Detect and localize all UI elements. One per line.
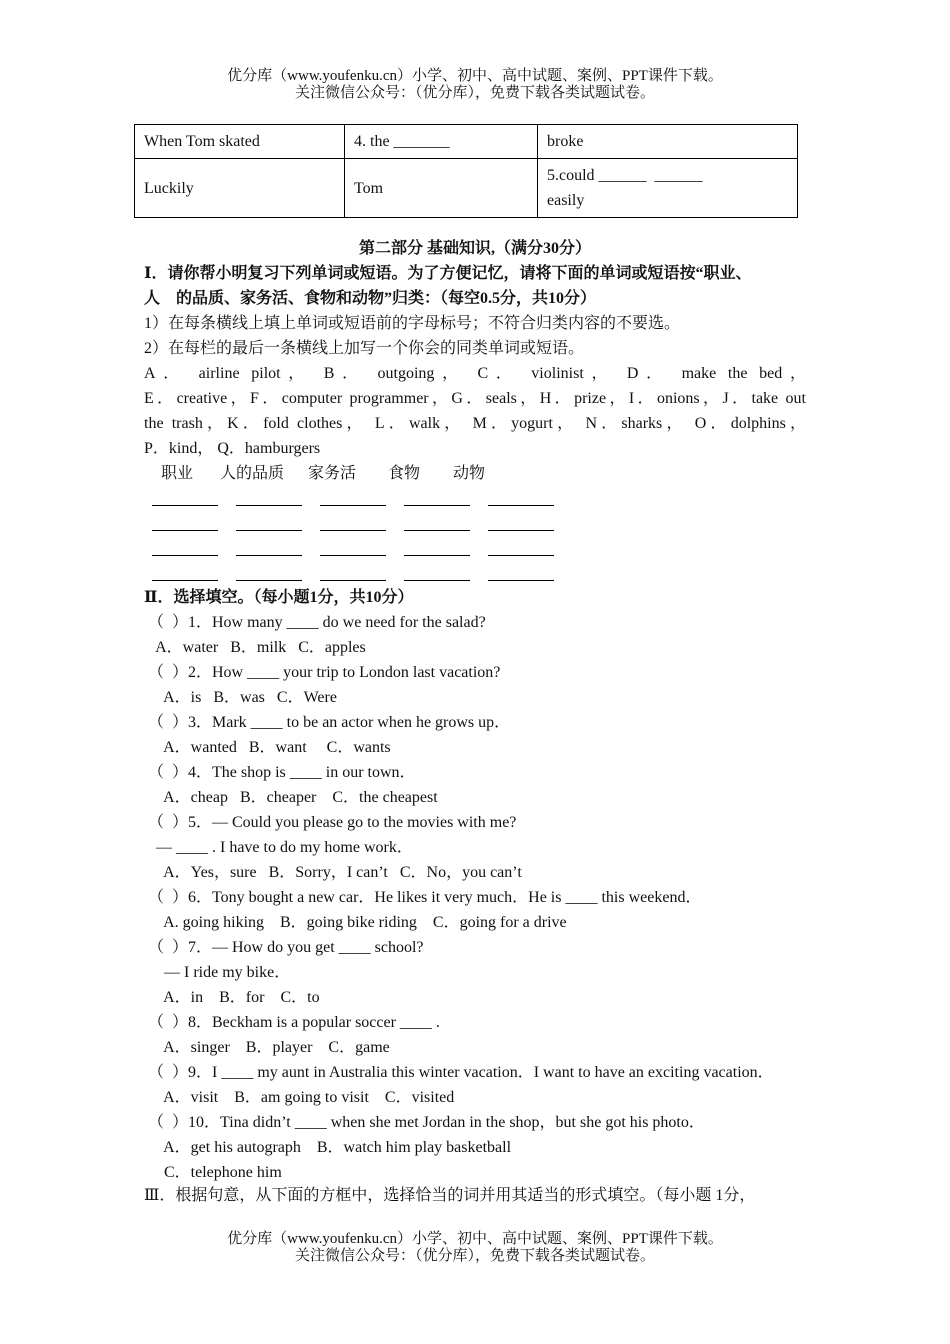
question-line: A．wanted B．want C．wants (148, 739, 391, 756)
top-table (134, 124, 798, 218)
section2-title: Ⅱ．选择填空。（每小题1分，共10分） (144, 589, 414, 606)
question-line: A．singer B．player C．game (148, 1039, 390, 1056)
answer-blank-line (488, 579, 554, 581)
table-cell: 4. the _______ (345, 125, 538, 159)
section3-title: Ⅲ．根据句意，从下面的方框中，选择恰当的词并用其适当的形式填空。（每小题 1分， (144, 1187, 756, 1204)
question-line: （ ）9．I ____ my aunt in Australia this winter vacation．I want to have an exciting vacation． (148, 1064, 774, 1081)
word-list-line-2: E．creative，F．computer programmer，G．seals，H．prize，I．onions，J．take out (144, 390, 806, 407)
cell-line: easily (547, 192, 585, 209)
answer-blank-line (236, 579, 302, 581)
question-line: A．visit B．am going to visit C．visited (148, 1089, 455, 1106)
footer-line-1: 优分库（www.youfenku.cn）小学、初中、高中试题、案例、PPT课件下载。 (227, 1231, 723, 1247)
question-line: （ ）5．— Could you please go to the movies with me? (148, 814, 517, 831)
question-line: A．water B．milk C．apples (148, 639, 366, 656)
question-line: — ____ . I have to do my home work． (148, 839, 413, 856)
question-line: A. going hiking B．going bike riding C．going for a drive (148, 914, 567, 931)
question-line: A．in B．for C．to (148, 989, 320, 1006)
section1-instruction-1: 1）在每条横线上填上单词或短语前的字母标号；不符合归类内容的不要选。 (144, 315, 681, 332)
table-cell (538, 159, 798, 218)
answer-blank-line (152, 579, 218, 581)
question-line: A．is B．was C．Were (148, 689, 337, 706)
word-list-line-1: A． airline pilot， B． outgoing， C． violinist， D． make the bed， (144, 365, 806, 382)
question-line: （ ）4．The shop is ____ in our town． (148, 764, 416, 781)
section1-title-line1: Ⅰ．请你帮小明复习下列单词或短语。为了方便记忆，请将下面的单词或短语按“职业、 (144, 265, 752, 282)
answer-blank-line (404, 529, 470, 531)
question-line: （ ）6．Tony bought a new car．He likes it very much．He is ____ this weekend． (148, 889, 702, 906)
question-line: （ ）1．How many ____ do we need for the salad? (148, 614, 486, 631)
table-cell: When Tom skated (135, 125, 345, 159)
question-line: （ ）3．Mark ____ to be an actor when he grows up． (148, 714, 511, 731)
answer-blank-line (320, 504, 386, 506)
word-list-line-3: the trash，K．fold clothes， L．walk， M．yogurt， N．sharks， O．dolphins， (144, 415, 806, 432)
question-line: — I ride my bike． (148, 964, 291, 981)
answer-blank-line (236, 529, 302, 531)
answer-blank-line (152, 554, 218, 556)
category-quality: 人的品质 (220, 465, 285, 482)
question-line: A．get his autograph B．watch him play basketball (148, 1139, 512, 1156)
answer-blank-line (488, 554, 554, 556)
answer-blank-line (320, 529, 386, 531)
table-cell: Luckily (135, 159, 345, 218)
footer-line-2: 关注微信公众号：（优分库），免费下载各类试题试卷。 (294, 1248, 655, 1264)
header-line-1: 优分库（www.youfenku.cn）小学、初中、高中试题、案例、PPT课件下载。 (227, 68, 723, 84)
section1-title-line2: 人 的品质、家务活、食物和动物”归类：（每空0.5分，共10分） (144, 290, 597, 307)
table-cell: broke (538, 125, 798, 159)
cell-line: 5.could ______ ______ (547, 167, 703, 184)
answer-blank-line (404, 579, 470, 581)
page-footer (0, 1231, 950, 1265)
answer-blank-line (236, 554, 302, 556)
answer-blank-line (152, 529, 218, 531)
question-line: （ ）8．Beckham is a popular soccer ____ . (148, 1014, 440, 1031)
question-line: （ ）10．Tina didn’t ____ when she met Jordan in the shop，but she got his photo． (148, 1114, 705, 1131)
category-animals: 动物 (453, 465, 486, 482)
question-line: C．telephone him (148, 1164, 282, 1181)
answer-blank-line (152, 504, 218, 506)
answer-blank-line (488, 529, 554, 531)
question-line: （ ）7．— How do you get ____ school? (148, 939, 424, 956)
answer-blank-line (488, 504, 554, 506)
header-line-2: 关注微信公众号：（优分库），免费下载各类试题试卷。 (294, 85, 655, 101)
page-header (0, 68, 950, 102)
table-row (135, 125, 798, 159)
section1-instruction-2: 2）在每栏的最后一条横线上加写一个你会的同类单词或短语。 (144, 340, 585, 357)
answer-blank-line (404, 504, 470, 506)
category-food: 食物 (388, 465, 421, 482)
question-line: A．Yes，sure B．Sorry，I can’t C．No，you can’t (148, 864, 522, 881)
part2-title: 第二部分 基础知识,（满分30分） (358, 240, 591, 257)
category-job: 职业 (161, 465, 194, 482)
question-line: （ ）2．How ____ your trip to London last vacation? (148, 664, 501, 681)
question-line: A．cheap B．cheaper C．the cheapest (148, 789, 438, 806)
word-list-line-4: P．kind， Q．hamburgers (144, 440, 321, 457)
answer-blank-line (404, 554, 470, 556)
category-chores: 家务活 (308, 465, 357, 482)
answer-blank-line (320, 579, 386, 581)
table-row (135, 159, 798, 218)
answer-blank-line (320, 554, 386, 556)
answer-blank-line (236, 504, 302, 506)
table-cell: Tom (345, 159, 538, 218)
